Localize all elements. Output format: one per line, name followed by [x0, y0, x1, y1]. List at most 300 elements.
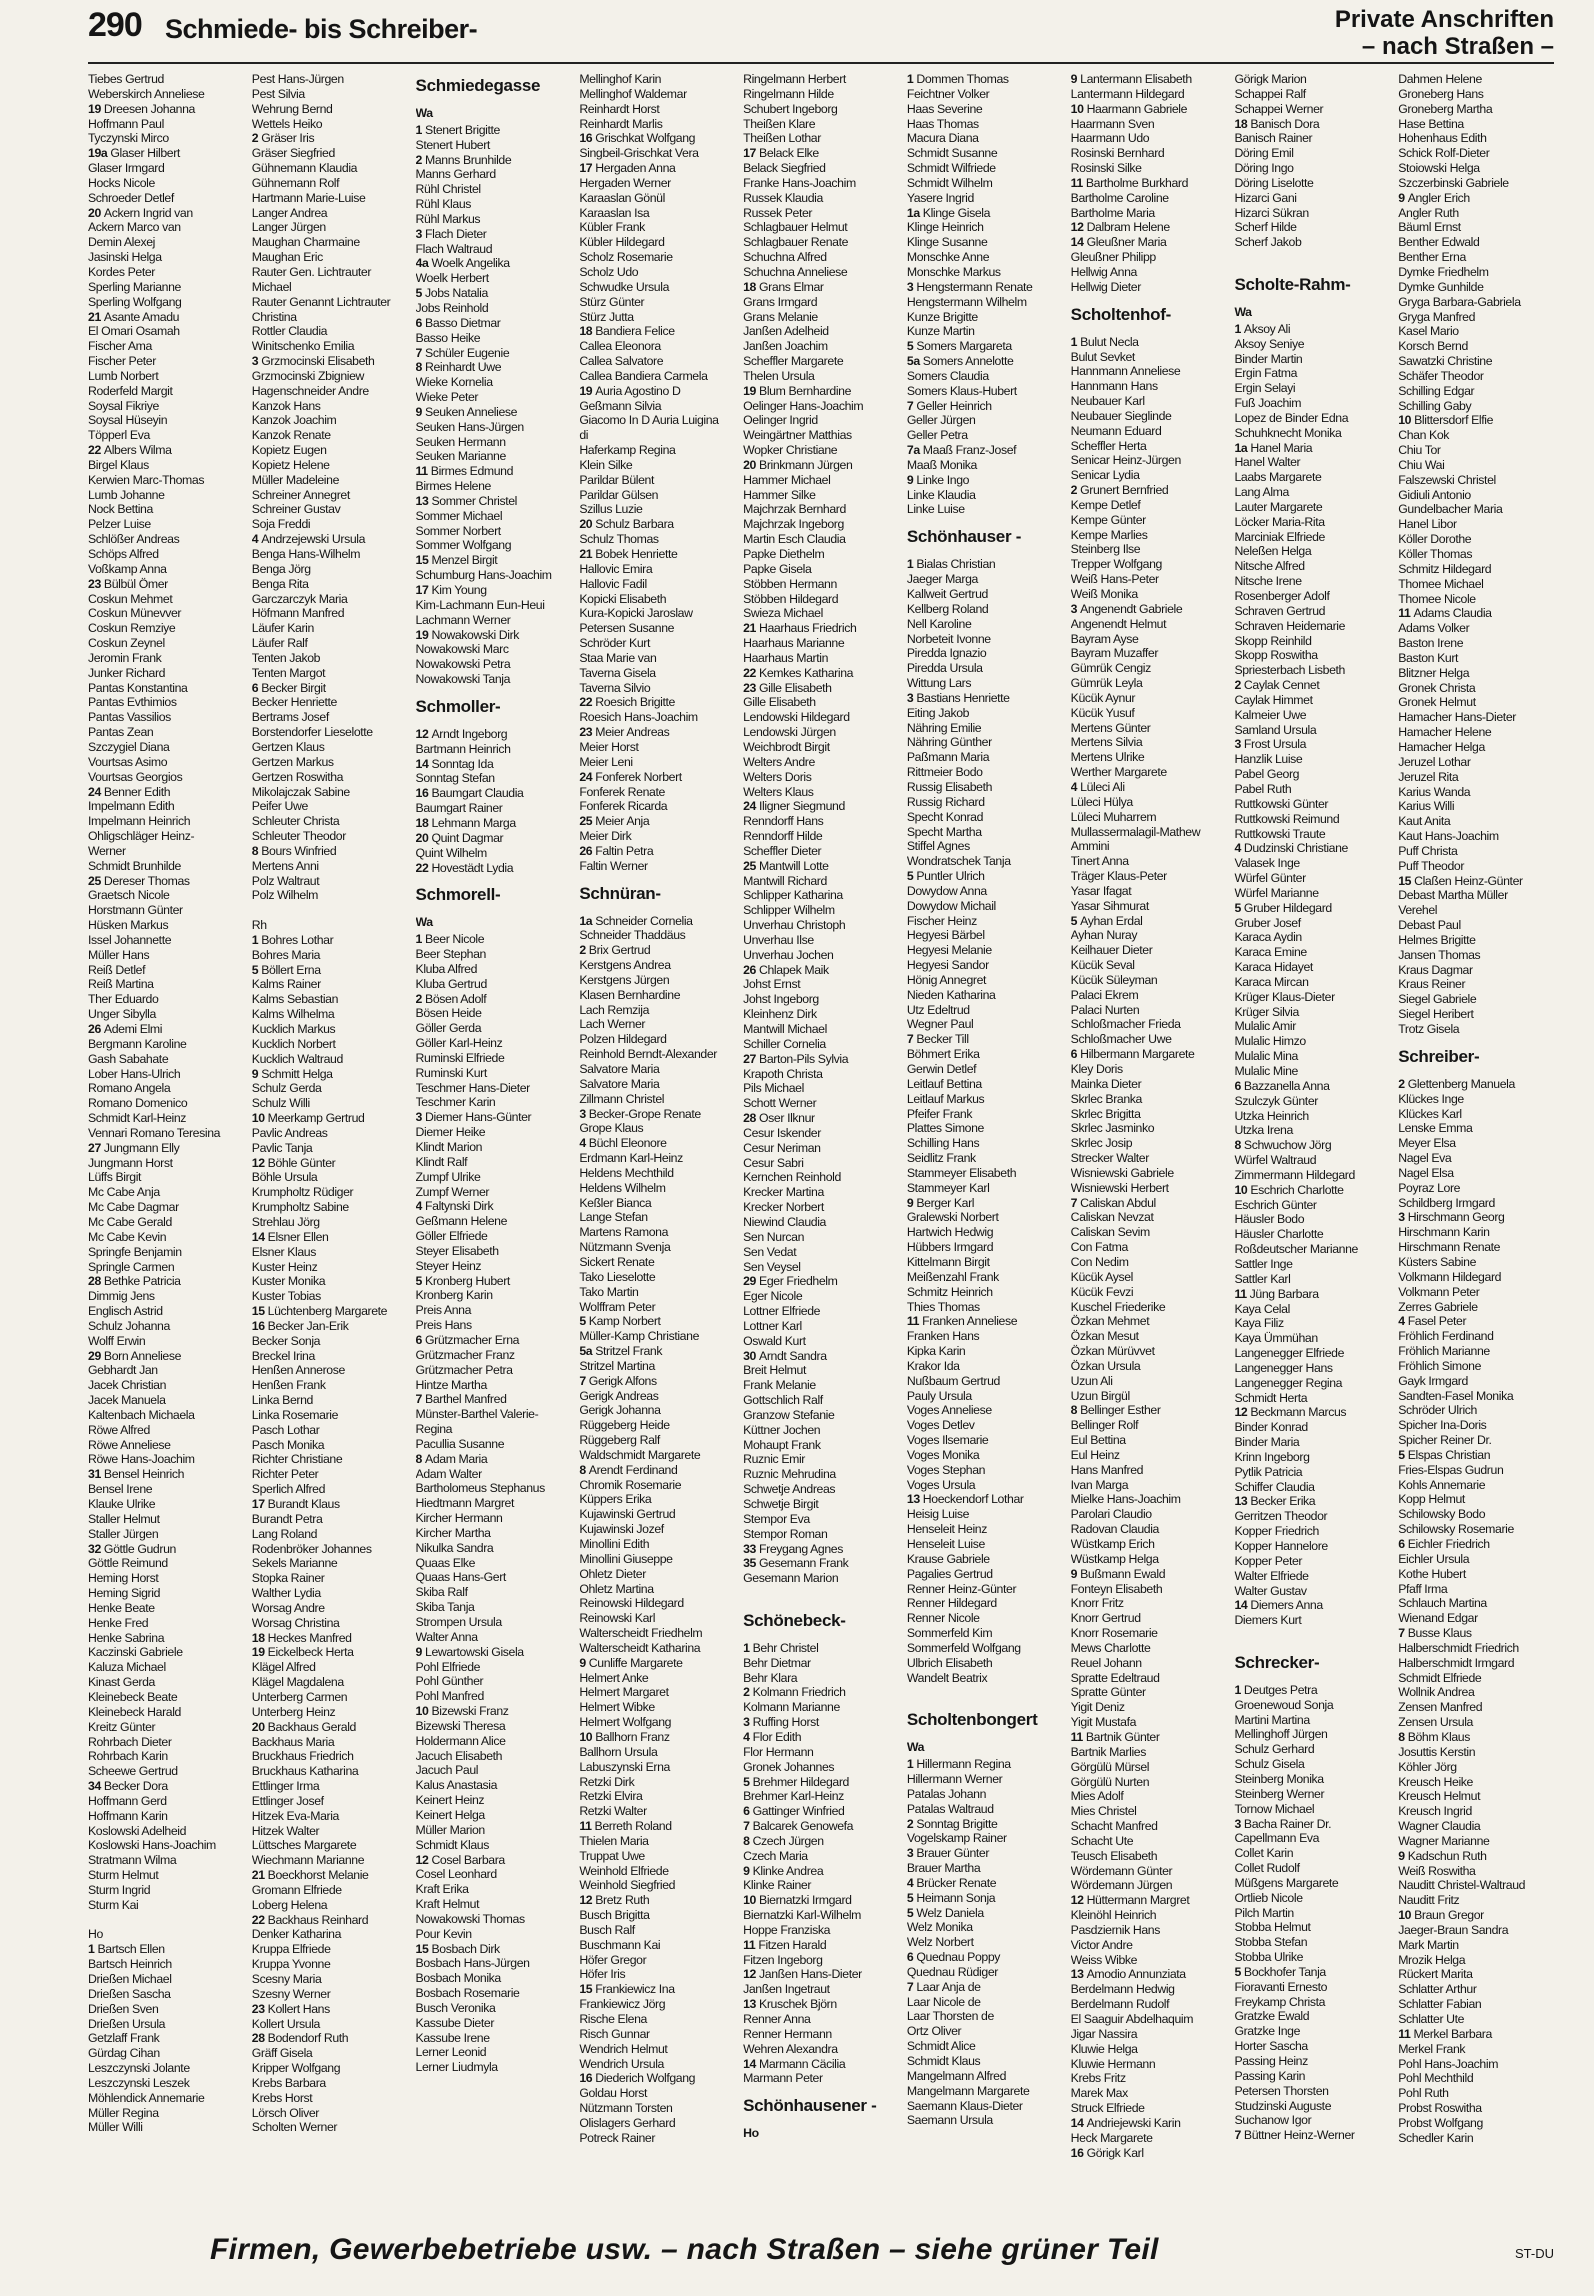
- resident-entry: Kluba Gertrud: [415, 976, 487, 991]
- resident-name: Beer Nicole: [425, 932, 485, 947]
- resident-name: Franken Anneliese: [922, 1314, 1018, 1329]
- resident-entry: [1398, 1448, 1554, 1463]
- resident-entry: Kircher Martha: [415, 1525, 491, 1540]
- resident-entry: Renndorff Hans: [743, 814, 824, 829]
- resident-entry: Laabs Margarete: [1234, 470, 1322, 485]
- resident-entry: Bäuml Ernst: [1398, 220, 1461, 235]
- resident-entry: Brauer Martha: [906, 1861, 981, 1876]
- resident-entry: Ortlieb Nicole: [1234, 1890, 1303, 1905]
- resident-entry: Roßdeutscher Marianne: [1234, 1242, 1358, 1257]
- resident-entry: [1398, 413, 1554, 428]
- resident-entry: Schilling Hans: [906, 1136, 980, 1151]
- resident-entry: Kreitz Günter: [88, 1719, 156, 1734]
- resident-name: Bours Winfried: [261, 843, 337, 858]
- resident-entry: Kücük Yusuf: [1070, 705, 1135, 720]
- resident-entry: Jacuch Elisabeth: [415, 1748, 503, 1763]
- resident-entry: [416, 1333, 572, 1348]
- resident-name: Flach Dieter: [425, 226, 487, 241]
- resident-entry: Uzun Birgül: [1070, 1388, 1130, 1403]
- resident-entry: [1398, 1314, 1554, 1329]
- resident-entry: Weberskirch Anneliese: [88, 86, 205, 101]
- resident-entry: Voges Detlev: [906, 1418, 975, 1433]
- resident-entry: Ruminski Elfriede: [415, 1050, 505, 1065]
- resident-entry: Schleuter Christa: [251, 814, 340, 829]
- resident-name: Somers Margareta: [916, 339, 1012, 354]
- resident-entry: Teusch Elisabeth: [1070, 1848, 1158, 1863]
- resident-entry: Hizarci Gani: [1234, 190, 1297, 205]
- resident-entry: Gühnemann Klaudia: [251, 161, 358, 176]
- resident-entry: Steyer Heinz: [415, 1258, 482, 1273]
- resident-name: Bialas Christian: [916, 557, 996, 572]
- resident-entry: Dowydow Anna: [906, 883, 987, 898]
- resident-entry: Hammer Michael: [743, 472, 831, 487]
- house-number: 5: [415, 1273, 426, 1288]
- resident-entry: Meier Leni: [579, 754, 633, 769]
- resident-entry: Labuszynski Erna: [579, 1759, 670, 1774]
- resident-entry: Kreusch Heike: [1398, 1774, 1473, 1789]
- resident-entry: Mertens Silvia: [1070, 735, 1143, 750]
- house-number: 8: [743, 1833, 753, 1848]
- resident-entry: Feichtner Volker: [906, 86, 990, 101]
- resident-name: Claßen Heinz-Günter: [1414, 873, 1523, 888]
- resident-entry: Gesemann Marion: [743, 1571, 839, 1586]
- resident-entry: Rh: [251, 918, 267, 933]
- resident-entry: Kalms Rainer: [251, 977, 321, 992]
- resident-entry: [743, 1997, 899, 2012]
- resident-entry: Strehlau Jörg: [251, 1214, 320, 1229]
- resident-name: Ayhan Erdal: [1080, 913, 1143, 928]
- house-number: 2: [1234, 678, 1244, 693]
- resident-entry: Springle Carmen: [88, 1259, 175, 1274]
- resident-entry: Schröder Kurt: [579, 636, 650, 651]
- resident-entry: Nauditt Fritz: [1398, 1893, 1460, 1908]
- resident-entry: Henke Sabrina: [88, 1630, 165, 1645]
- directory-column: [579, 72, 735, 2200]
- house-number: 19: [579, 383, 596, 398]
- resident-entry: Skopp Reinhild: [1234, 633, 1312, 648]
- resident-entry: Rosinski Bernhard: [1070, 146, 1165, 161]
- resident-entry: Bayram Ayse: [1070, 631, 1139, 646]
- resident-entry: Dowydow Michail: [906, 898, 996, 913]
- resident-entry: Küttner Jochen: [743, 1422, 821, 1437]
- directory-column: [252, 72, 408, 2200]
- resident-entry: Wehren Alexandra: [743, 2041, 838, 2056]
- house-number: 14: [1070, 2115, 1087, 2130]
- resident-entry: [1071, 1893, 1227, 1908]
- resident-entry: Göttle Reimund: [88, 1556, 168, 1571]
- resident-entry: Linka Bernd: [251, 1393, 313, 1408]
- resident-entry: Maughan Eric: [251, 250, 323, 265]
- resident-entry: [743, 1274, 899, 1289]
- resident-entry: [1234, 322, 1390, 337]
- resident-entry: Hegyesi Bärbel: [906, 928, 985, 943]
- resident-entry: Becker Henriette: [251, 695, 337, 710]
- resident-entry: Neubauer Karl: [1070, 394, 1145, 409]
- resident-entry: [1234, 678, 1390, 693]
- resident-entry: Keßler Bianca: [579, 1195, 652, 1210]
- resident-entry: Stobba Ulrike: [1234, 1950, 1304, 1965]
- resident-entry: [88, 206, 244, 221]
- resident-entry: Lendowski Jürgen: [743, 725, 836, 740]
- resident-entry: [743, 681, 899, 696]
- resident-entry: Weinhold Elfriede: [579, 1863, 669, 1878]
- resident-entry: El Saaguir Abdelhaquim: [1070, 2012, 1194, 2026]
- resident-entry: Mantwill Michael: [743, 1022, 827, 1036]
- resident-entry: Schlipper Wilhelm: [743, 903, 835, 918]
- resident-entry: Gryga Barbara-Gabriela: [1398, 294, 1521, 309]
- resident-entry: Lachmann Werner: [415, 612, 511, 627]
- resident-entry: [1071, 335, 1227, 350]
- resident-entry: Geßmann Helene: [415, 1214, 508, 1229]
- resident-entry: [88, 1542, 244, 1557]
- resident-entry: Gratzke Inge: [1234, 2024, 1301, 2039]
- house-number: 18: [1234, 116, 1251, 131]
- resident-name: Schmitt Helga: [261, 1066, 333, 1081]
- resident-entry: Rohrbach Karin: [88, 1749, 168, 1764]
- resident-entry: Rauter Genannt Lichtrauter: [251, 294, 391, 309]
- resident-entry: Mangelmann Alfred: [906, 2068, 1007, 2083]
- resident-entry: Dymke Gunhilde: [1398, 279, 1484, 294]
- resident-entry: Linka Rosemarie: [251, 1407, 339, 1422]
- resident-entry: Grans Melanie: [743, 309, 818, 324]
- resident-entry: Richter Peter: [251, 1467, 319, 1482]
- resident-entry: Leitlauf Markus: [906, 1091, 985, 1106]
- resident-name: Bobek Henriette: [595, 547, 678, 561]
- resident-entry: Christina: [251, 309, 297, 324]
- resident-entry: Eschrich Günter: [1234, 1197, 1317, 1212]
- resident-entry: Jeruzel Rita: [1398, 769, 1459, 784]
- resident-name: Becker Till: [916, 1032, 969, 1047]
- resident-entry: Henseleit Heinz: [906, 1522, 987, 1537]
- resident-name: Nowakowski Dirk: [431, 627, 520, 642]
- resident-entry: [252, 354, 408, 369]
- resident-entry: Gralewski Norbert: [906, 1210, 999, 1225]
- resident-entry: [88, 1779, 244, 1794]
- resident-entry: Küppers Erika: [579, 1492, 652, 1507]
- resident-entry: Sen Vedat: [743, 1244, 797, 1259]
- resident-entry: Breckel Irina: [251, 1348, 315, 1363]
- resident-entry: Stammeyer Karl: [906, 1180, 990, 1195]
- resident-entry: Jacek Christian: [88, 1378, 167, 1393]
- resident-entry: Nowakowski Marc: [415, 642, 509, 657]
- resident-entry: Martin Esch Claudia: [743, 532, 846, 547]
- resident-name: Hengstermann Renate: [916, 279, 1033, 294]
- resident-entry: Russek Peter: [743, 205, 813, 220]
- resident-entry: Gertzen Klaus: [251, 739, 325, 754]
- resident-entry: Ettlinger Josef: [251, 1793, 324, 1808]
- resident-entry: Coskun Mehmet: [88, 591, 173, 606]
- resident-entry: Ringelmann Hilde: [743, 86, 834, 101]
- resident-entry: Gille Elisabeth: [743, 695, 816, 710]
- house-number: 4: [906, 1875, 917, 1890]
- house-number: 21: [579, 547, 596, 561]
- resident-entry: [88, 1467, 244, 1482]
- resident-entry: Nauditt Christel-Waltraud: [1398, 1878, 1526, 1893]
- resident-entry: Häusler Charlotte: [1234, 1227, 1324, 1242]
- resident-entry: Hegyesi Sandor: [906, 958, 989, 973]
- resident-entry: Adam Walter: [415, 1466, 482, 1481]
- resident-name: Behr Christel: [752, 1640, 819, 1655]
- resident-name: Bulut Necla: [1080, 334, 1139, 349]
- resident-name: Jüng Barbara: [1249, 1286, 1319, 1301]
- resident-entry: Lerner Liudmyla: [415, 2060, 498, 2075]
- resident-entry: Szulczyk Günter: [1234, 1093, 1318, 1108]
- footer-note: Firmen, Gewerbebetriebe usw. – nach Straßen – siehe grüner Teil: [210, 2233, 1159, 2266]
- resident-entry: [743, 1730, 899, 1745]
- resident-entry: Glaser Irmgard: [88, 161, 165, 176]
- resident-entry: Skiba Ralf: [415, 1585, 468, 1600]
- directory-column: [743, 72, 899, 2200]
- resident-entry: Korsch Bernd: [1398, 339, 1468, 354]
- resident-entry: Mellinghof Karin: [579, 72, 662, 86]
- resident-entry: Halberschmidt Irmgard: [1398, 1655, 1515, 1670]
- resident-name: Bodendorf Ruth: [267, 2031, 349, 2046]
- resident-entry: Sturm Helmut: [88, 1868, 159, 1883]
- house-number: 4: [743, 1729, 753, 1744]
- house-number: 19: [743, 383, 760, 398]
- resident-name: Berger Karl: [916, 1195, 975, 1210]
- resident-entry: [252, 1111, 408, 1126]
- resident-entry: Russek Klaudia: [743, 190, 823, 205]
- resident-entry: Rottler Claudia: [251, 324, 328, 339]
- resident-entry: Behr Dietmar: [743, 1655, 811, 1670]
- resident-entry: Jigar Nassira: [1070, 2026, 1138, 2041]
- resident-name: Kronberg Hubert: [425, 1273, 510, 1288]
- resident-entry: Karaca Aydin: [1234, 930, 1302, 945]
- resident-entry: Quaas Hans-Gert: [415, 1570, 506, 1585]
- resident-entry: Döring Liselotte: [1234, 175, 1314, 190]
- resident-name: Asante Amadu: [103, 309, 180, 324]
- resident-entry: Kruppa Yvonne: [251, 1957, 331, 1972]
- resident-entry: Sattler Inge: [1234, 1256, 1293, 1271]
- resident-entry: Tako Martin: [579, 1284, 639, 1299]
- resident-entry: Woelk Herbert: [415, 271, 489, 286]
- resident-entry: Stammeyer Elisabeth: [906, 1165, 1017, 1180]
- resident-entry: Mulalic Amir: [1234, 1019, 1296, 1034]
- resident-entry: Russig Elisabeth: [906, 779, 993, 794]
- resident-name: Bartnik Günter: [1085, 1729, 1160, 1744]
- page-number: 290: [88, 6, 142, 44]
- resident-entry: [743, 1542, 899, 1557]
- resident-entry: [416, 1392, 572, 1407]
- resident-entry: Preis Anna: [415, 1303, 472, 1318]
- resident-entry: Roesich Hans-Joachim: [579, 710, 698, 725]
- resident-entry: Borstendorfer Lieselotte: [251, 725, 373, 740]
- resident-name: Dalbram Helene: [1086, 220, 1170, 235]
- resident-entry: Ivan Marga: [1070, 1477, 1129, 1492]
- resident-entry: Freykamp Christa: [1234, 1994, 1326, 2009]
- resident-entry: [416, 861, 572, 876]
- resident-name: Becker Erika: [1250, 1494, 1316, 1509]
- resident-entry: Gash Sabahate: [88, 1051, 169, 1066]
- resident-entry: [1398, 1077, 1554, 1092]
- resident-entry: Valasek Inge: [1234, 856, 1300, 871]
- resident-entry: Gerigk Andreas: [579, 1388, 659, 1403]
- resident-entry: Kempe Günter: [1070, 512, 1146, 527]
- resident-entry: Klindt Ralf: [415, 1154, 468, 1169]
- resident-entry: Bellinger Rolf: [1070, 1418, 1139, 1433]
- resident-entry: Binder Maria: [1234, 1435, 1300, 1450]
- resident-entry: Soja Freddi: [251, 517, 311, 532]
- resident-entry: El Omari Osamah: [88, 324, 180, 339]
- resident-entry: Döring Emil: [1234, 146, 1294, 161]
- resident-entry: Geller Jürgen: [906, 413, 976, 428]
- resident-entry: Geßmann Silvia: [579, 398, 662, 413]
- resident-entry: Marek Max: [1070, 2086, 1128, 2101]
- resident-entry: Benga Rita: [251, 576, 309, 591]
- resident-entry: Strompen Ursula: [415, 1615, 502, 1629]
- resident-entry: Probst Roswitha: [1398, 2101, 1482, 2116]
- house-number: 6: [415, 315, 426, 330]
- resident-entry: Rodenbröker Johannes: [251, 1541, 372, 1556]
- resident-entry: Kernchen Reinhold: [743, 1170, 841, 1185]
- resident-name: Bizewski Franz: [431, 1704, 509, 1719]
- street-heading: Schmorell-: [415, 885, 501, 905]
- resident-entry: Stobba Stefan: [1234, 1935, 1308, 1950]
- house-number: 22: [579, 695, 596, 710]
- house-number: 2: [1070, 483, 1081, 498]
- resident-entry: Bertrams Josef: [251, 710, 329, 725]
- resident-entry: Passing Karin: [1234, 2068, 1306, 2083]
- resident-entry: Tornow Michael: [1234, 1801, 1315, 1816]
- resident-entry: Jaeger-Braun Sandra: [1398, 1922, 1509, 1937]
- resident-entry: Bruckhaus Friedrich: [251, 1749, 354, 1764]
- resident-entry: Wegner Paul: [906, 1017, 974, 1032]
- resident-entry: Petersen Susanne: [579, 621, 675, 636]
- resident-entry: Piredda Ursula: [906, 661, 983, 676]
- resident-name: Glettenberg Manuela: [1407, 1076, 1515, 1091]
- resident-entry: [1398, 1537, 1554, 1552]
- resident-entry: Heming Sigrid: [88, 1586, 161, 1601]
- resident-entry: Puff Theodor: [1398, 858, 1465, 873]
- resident-entry: Janßen Adelheid: [743, 324, 829, 339]
- resident-entry: Polz Waltraut: [251, 873, 320, 888]
- resident-entry: Höfmann Manfred: [251, 606, 345, 621]
- resident-entry: Szczygiel Diana: [88, 739, 170, 754]
- resident-entry: Puff Christa: [1398, 843, 1458, 858]
- resident-entry: Scholz Udo: [579, 264, 639, 279]
- resident-entry: Schreiner Gustav: [251, 502, 341, 517]
- resident-entry: Schedler Karin: [1398, 2130, 1474, 2145]
- resident-name: Bartsch Ellen: [97, 1942, 165, 1957]
- house-number: 32: [88, 1541, 104, 1556]
- resident-entry: Skiba Tanja: [415, 1600, 475, 1615]
- resident-entry: Majchrzak Ingeborg: [743, 517, 844, 532]
- resident-entry: Weiß Roswitha: [1398, 1863, 1476, 1878]
- resident-entry: Kuster Tobias: [251, 1289, 321, 1304]
- resident-entry: Paßmann Maria: [906, 750, 990, 765]
- house-number: 19: [88, 101, 104, 116]
- resident-entry: Köller Dorothe: [1398, 532, 1472, 547]
- resident-name: Gleußner Maria: [1086, 235, 1167, 250]
- resident-entry: Krecker Norbert: [743, 1200, 824, 1215]
- resident-name: Hoeckendorf Lothar: [922, 1492, 1024, 1507]
- resident-entry: Zimmermann Hildegard: [1234, 1167, 1355, 1182]
- house-number: 8: [1234, 1138, 1244, 1153]
- street-heading: Schmoller-: [415, 696, 501, 716]
- resident-entry: Studzinski Auguste: [1234, 2098, 1332, 2113]
- resident-entry: Ulbrich Elisabeth: [906, 1655, 993, 1670]
- resident-entry: Wieke Peter: [415, 390, 479, 405]
- house-number: 5: [1398, 1447, 1408, 1462]
- resident-entry: Lantermann Hildegard: [1070, 86, 1185, 101]
- resident-entry: Grans Irmgard: [743, 294, 818, 309]
- resident-entry: Gerritzen Theodor: [1234, 1509, 1328, 1524]
- resident-entry: Tinert Anna: [1070, 854, 1129, 869]
- resident-entry: Schäfer Theodor: [1398, 368, 1484, 383]
- resident-entry: Giacomo In D Auria Luigina: [579, 413, 719, 428]
- resident-entry: Zillmann Christel: [579, 1091, 665, 1106]
- resident-entry: Becker Sonja: [251, 1333, 321, 1348]
- resident-entry: Quednau Rüdiger: [906, 1964, 998, 1979]
- resident-name: Barton-Pils Sylvia: [759, 1051, 849, 1066]
- resident-entry: Pohl Günther: [415, 1674, 484, 1689]
- house-number: 3: [251, 354, 262, 369]
- resident-entry: [743, 1641, 899, 1656]
- resident-entry: Schwetje Andreas: [743, 1482, 836, 1497]
- house-number: 2: [1398, 1076, 1408, 1091]
- resident-name: Jungmann Elly: [103, 1140, 180, 1155]
- resident-entry: [252, 1868, 408, 1883]
- resident-entry: Böhle Ursula: [251, 1170, 318, 1185]
- resident-entry: Gräser Siegfried: [251, 146, 335, 161]
- house-number: 5: [1234, 900, 1244, 915]
- resident-name: Quednau Poppy: [916, 1950, 1001, 1965]
- resident-entry: Sen Veysel: [743, 1259, 801, 1274]
- resident-entry: Benga Hans-Wilhelm: [251, 547, 361, 561]
- resident-entry: Kura-Kopicki Jaroslaw: [579, 606, 693, 621]
- resident-entry: Mullassermalagil-Mathew: [1070, 824, 1201, 839]
- resident-entry: Granzow Stefanie: [743, 1407, 835, 1422]
- resident-entry: Özkan Mehmet: [1070, 1314, 1150, 1329]
- resident-entry: [907, 1032, 1063, 1047]
- resident-entry: Wisniewski Herbert: [1070, 1180, 1169, 1195]
- resident-entry: Höfer Gregor: [579, 1952, 647, 1967]
- resident-entry: Hellwig Dieter: [1070, 279, 1141, 294]
- resident-entry: Groneberg Martha: [1398, 101, 1493, 116]
- house-number: 17: [743, 146, 760, 161]
- resident-name: Eichler Friedrich: [1407, 1537, 1490, 1551]
- resident-entry: Cosel Leonhard: [415, 1867, 497, 1882]
- resident-entry: Fitzen Ingeborg: [743, 1952, 823, 1967]
- house-number: 7a: [906, 443, 923, 458]
- resident-name: Sommer Christel: [431, 493, 518, 508]
- resident-entry: Kübler Hildegard: [579, 235, 665, 250]
- resident-entry: Schilowsky Bodo: [1398, 1507, 1486, 1522]
- resident-entry: Nagel Eva: [1398, 1151, 1452, 1166]
- resident-entry: [1398, 1210, 1554, 1225]
- resident-entry: Krumpholtz Rüdiger: [251, 1185, 354, 1200]
- resident-entry: Schuchna Alfred: [743, 250, 827, 265]
- resident-entry: Teschmer Hans-Dieter: [415, 1080, 530, 1095]
- resident-entry: Maughan Charmaine: [251, 235, 360, 250]
- resident-entry: Wendrich Ursula: [579, 2056, 664, 2071]
- resident-entry: Pest Hans-Jürgen: [251, 72, 344, 86]
- resident-entry: Steinberg Ilse: [1070, 542, 1141, 557]
- house-number: 9: [415, 404, 426, 419]
- resident-name: Bensel Heinrich: [103, 1467, 185, 1482]
- resident-entry: [743, 621, 899, 636]
- house-number: 34: [88, 1779, 104, 1794]
- resident-entry: Stenert Hubert: [415, 137, 490, 152]
- house-number: 4: [251, 532, 262, 547]
- resident-entry: Strecker Walter: [1070, 1151, 1149, 1166]
- resident-entry: Wondratschek Tanja: [906, 854, 1011, 869]
- resident-name: Benner Edith: [103, 784, 171, 799]
- resident-name: Deutges Petra: [1243, 1682, 1318, 1697]
- resident-name: Kamp Norbert: [588, 1314, 661, 1329]
- resident-entry: Victor Andre: [1070, 1937, 1133, 1952]
